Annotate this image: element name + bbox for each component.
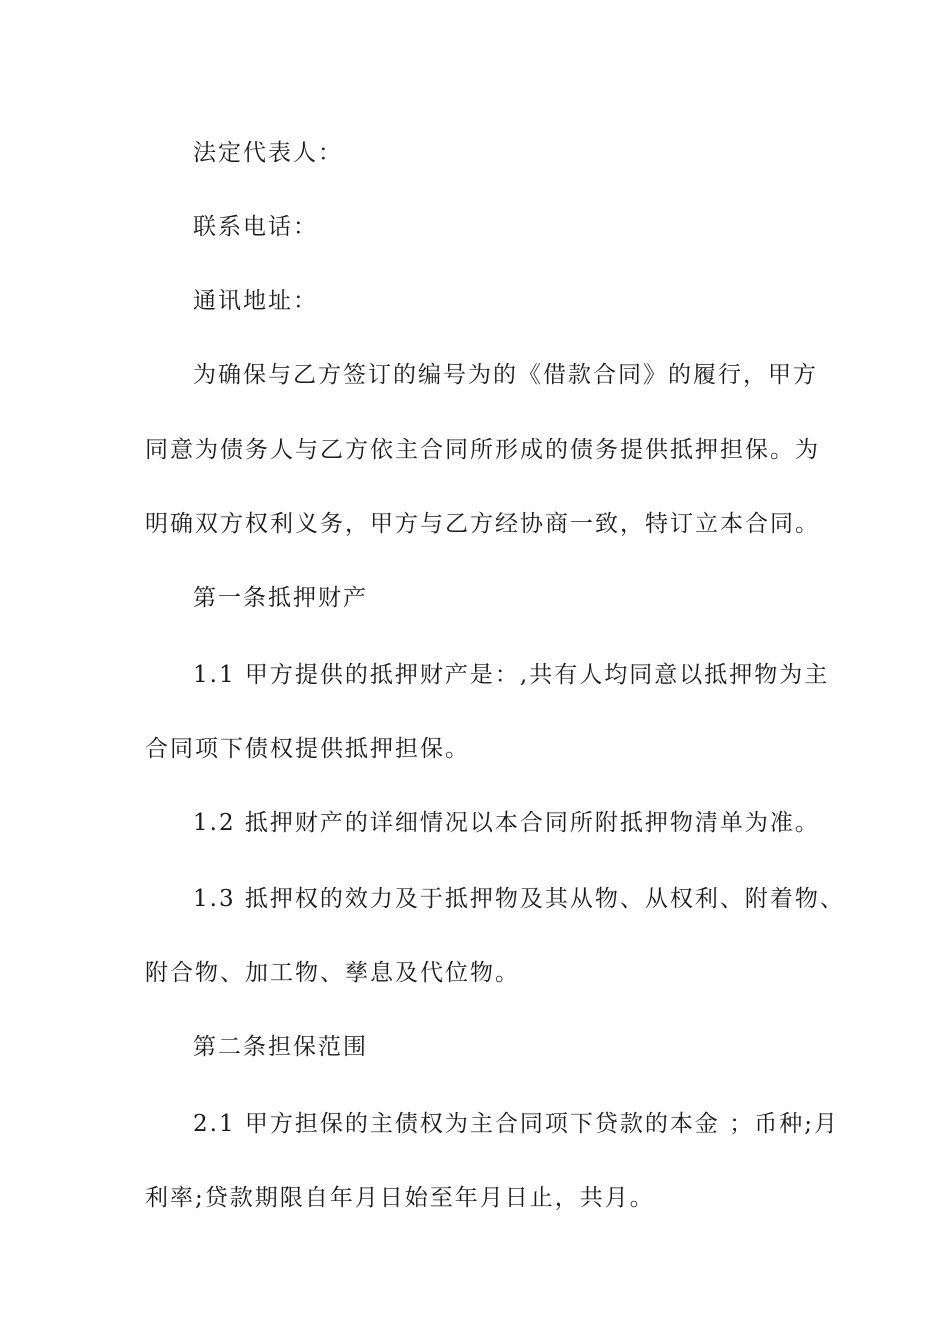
paragraph-line: 为确保与乙方签订的编号为的《借款合同》的履行，甲方 (193, 362, 818, 388)
mailing-address-label: 通讯地址： (193, 288, 318, 314)
paragraph-line: 明确双方权利义务，甲方与乙方经协商一致，特订立本合同。 (145, 511, 820, 537)
section-heading-2: 第二条担保范围 (193, 1034, 368, 1060)
paragraph-line: 同意为债务人与乙方依主合同所形成的债务提供抵押担保。为 (145, 437, 820, 463)
clause-line: 2.1 甲方担保的主债权为主合同项下贷款的本金 ；币种;月 (193, 1111, 839, 1137)
clause-line: 1.1 甲方提供的抵押财产是：,共有人均同意以抵押物为主 (193, 662, 830, 688)
contact-phone-label: 联系电话： (193, 214, 318, 240)
clause-line: 合同项下债权提供抵押担保。 (145, 736, 470, 762)
legal-representative-label: 法定代表人： (193, 140, 343, 166)
clause-line: 利率;贷款期限自年月日始至年月日止，共月。 (145, 1185, 655, 1211)
clause-line: 1.2 抵押财产的详细情况以本合同所附抵押物清单为准。 (193, 810, 820, 836)
section-heading-1: 第一条抵押财产 (193, 585, 368, 611)
clause-line: 附合物、加工物、孳息及代位物。 (145, 960, 520, 986)
clause-line: 1.3 抵押权的效力及于抵押物及其从物、从权利、附着物、 (193, 886, 845, 912)
